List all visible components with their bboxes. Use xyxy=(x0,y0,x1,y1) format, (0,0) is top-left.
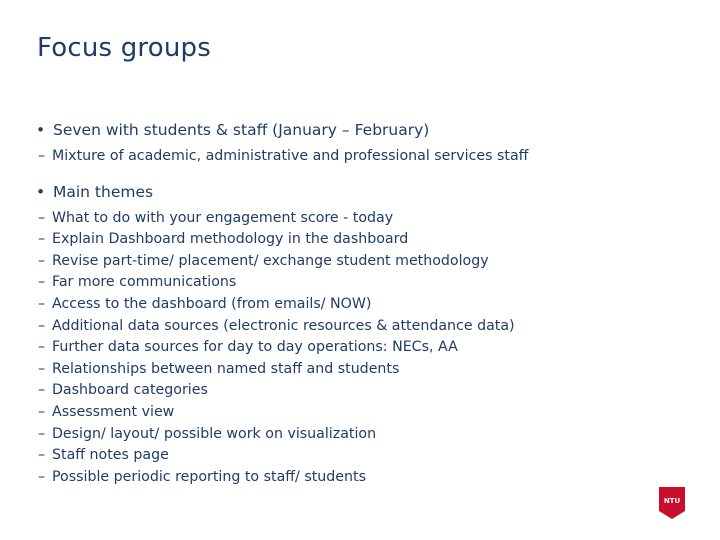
bullet-text: Main themes xyxy=(53,182,154,201)
slide-content xyxy=(36,118,696,488)
dash-icon: – xyxy=(38,231,46,248)
sub-item: – Dashboard categories xyxy=(36,380,696,402)
sub-item: – Additional data sources (electronic resources & attendance data) xyxy=(36,316,696,338)
sub-item: – Access to the dashboard (from emails/ NOW) xyxy=(36,294,696,316)
dash-icon: – xyxy=(38,317,46,334)
bullet-group-1 xyxy=(36,118,696,168)
sub-item: – Further data sources for day to day operations: NECs, AA xyxy=(36,337,696,359)
bullet-dot-icon: • xyxy=(36,182,46,201)
sub-item: – What to do with your engagement score - today xyxy=(36,208,696,230)
sub-item: – Staff notes page xyxy=(36,445,696,467)
dash-icon: – xyxy=(38,274,46,291)
sub-item: – Assessment view xyxy=(36,402,696,424)
sub-list xyxy=(36,146,696,168)
sub-item: – Relationships between named staff and students xyxy=(36,359,696,381)
dash-icon: – xyxy=(38,468,46,485)
bullet-group-2 xyxy=(36,180,696,489)
dash-icon: – xyxy=(38,360,46,377)
dash-icon: – xyxy=(38,447,46,464)
sub-item: – Mixture of academic, administrative and professional services staff xyxy=(36,146,696,168)
sub-item: – Design/ layout/ possible work on visualization xyxy=(36,424,696,446)
sub-item: – Explain Dashboard methodology in the dashboard xyxy=(36,229,696,251)
bullet-item xyxy=(36,118,696,142)
bullet-text: Seven with students & staff (January – February) xyxy=(53,121,430,139)
dash-icon: – xyxy=(38,252,46,269)
dash-icon: – xyxy=(38,403,46,420)
dash-icon: – xyxy=(38,382,46,399)
logo-text: NTU xyxy=(663,497,681,505)
dash-icon: – xyxy=(38,425,46,442)
ntu-logo xyxy=(659,487,685,519)
bullet-dot-icon: • xyxy=(36,121,46,139)
bullet-item xyxy=(36,180,696,204)
dash-icon: – xyxy=(38,209,46,226)
page-title: Focus groups xyxy=(37,33,211,63)
sub-list xyxy=(36,208,696,489)
dash-icon: – xyxy=(38,148,46,164)
sub-item: – Revise part-time/ placement/ exchange student methodology xyxy=(36,251,696,273)
sub-item: – Far more communications xyxy=(36,272,696,294)
dash-icon: – xyxy=(38,339,46,356)
sub-item: – Possible periodic reporting to staff/ students xyxy=(36,467,696,489)
dash-icon: – xyxy=(38,295,46,312)
